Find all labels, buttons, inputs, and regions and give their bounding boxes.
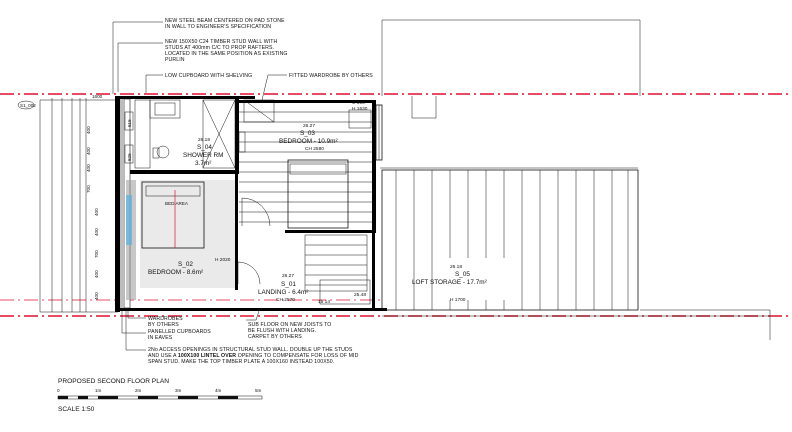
c-height: C 800	[352, 101, 365, 106]
tick-0: 0	[57, 388, 60, 393]
dim-8: 400	[94, 270, 99, 278]
room-bedroom-2	[140, 180, 260, 288]
room-shower	[135, 100, 235, 168]
dim-7: 700	[94, 250, 99, 258]
door-swing-bed2	[238, 262, 260, 284]
room-loft	[382, 170, 638, 310]
dim-1: 400	[86, 126, 91, 134]
tick-2: 2m	[135, 388, 142, 393]
scale-label: SCALE 1:50	[58, 406, 95, 413]
tick-1: 1m	[95, 388, 102, 393]
dim-top: 1600	[92, 94, 103, 99]
leader-low-cupboard	[146, 75, 163, 93]
roof-slope-left	[40, 94, 118, 312]
desk-icon	[349, 110, 371, 128]
loft-code: S_05	[455, 271, 470, 278]
dim-6: 400	[94, 228, 99, 236]
note-wardrobes-2: BY OTHERS	[148, 322, 179, 328]
note-stud-wall-1: NEW 150X50 C24 TIMBER STUD WALL WITH	[165, 39, 278, 45]
landing-name: LANDING - 6.4m²	[258, 289, 309, 296]
shower-level: 26.18	[198, 138, 211, 143]
landing-level: 26.27	[282, 274, 295, 279]
shower-name: SHOWER RM	[183, 152, 224, 159]
stair-a: 15 14	[318, 300, 331, 305]
dim-5: 400	[94, 208, 99, 216]
bed3-name: BEDROOM - 10.9m²	[279, 138, 338, 145]
bed2-height: H 2020	[215, 258, 231, 263]
scale-bar	[57, 388, 262, 399]
note-subfloor-1: SUB FLOOR ON NEW JOISTS TO	[248, 322, 332, 328]
loft-name: LOFT STORAGE - 17.7m²	[412, 279, 487, 286]
note-stud-wall-3: LOCATED IN THE SAME POSITION AS EXISTING	[165, 51, 288, 57]
tick-3: 3m	[175, 388, 182, 393]
dim-2: 400	[86, 147, 91, 155]
note-stud-wall-2: STUDS AT 400mm C/C TO PROP RAFTERS.	[165, 45, 275, 51]
dim-4: 700	[86, 185, 91, 193]
door-width-1: 615	[127, 119, 132, 127]
bed3-level: 26.27	[303, 124, 316, 129]
note-fitted-wardrobe: FITTED WARDROBE BY OTHERS	[289, 73, 373, 79]
bed3-code: S_03	[300, 130, 315, 137]
grid-reference	[18, 101, 36, 109]
note-panelled-2: IN EAVES	[148, 335, 173, 341]
bed-tag: BED AREA	[165, 201, 188, 206]
note-wardrobes-1: WARDROBES	[148, 316, 183, 322]
low-cupboard	[135, 100, 150, 168]
note-low-cupboard: LOW CUPBOARD WITH SHELVING	[165, 73, 253, 79]
title-block	[57, 378, 262, 413]
bed2-code: S_02	[178, 261, 193, 268]
shower-area: 3.7m²	[195, 160, 212, 167]
leader-stud-wall	[118, 43, 163, 92]
window-bay	[376, 105, 382, 160]
shower-code: S_04	[197, 144, 212, 151]
leader-steel-beam	[113, 22, 163, 94]
room-bedroom-3	[239, 100, 372, 228]
notes-top	[113, 18, 373, 100]
bed2-name: BEDROOM - 8.6m²	[148, 269, 204, 276]
loft-height: H 1700	[450, 298, 466, 303]
room-landing	[258, 235, 370, 305]
note-access-3: SPAN STUD. MAKE THE TOP TIMBER PLATE A 100X160 INSTEAD 100X50.	[148, 359, 335, 365]
plan-title: PROPOSED SECOND FLOOR PLAN	[58, 378, 170, 385]
note-subfloor-3: CARPET BY OTHERS	[248, 334, 302, 340]
note-steel-beam-1: NEW STEEL BEAM CENTERED ON PAD STONE	[165, 18, 285, 24]
basin-icon	[150, 100, 180, 118]
note-subfloor-2: BE FLUSH WITH LANDING.	[248, 328, 317, 334]
tick-5: 5m	[255, 388, 262, 393]
h-height: H 1630	[352, 107, 368, 112]
dim-9: 400	[94, 292, 99, 300]
note-access-2: AND USE A 100X100 LINTEL OVER OPENING TO COMPENSATE FOR LOSS OF MID	[148, 353, 359, 359]
note-panelled-1: PANELLED CUPBOARDS	[148, 329, 211, 335]
tick-4: 4m	[215, 388, 222, 393]
roof-outline	[380, 20, 770, 340]
landing-ch: CH 2570	[276, 298, 295, 303]
dim-3: 400	[86, 164, 91, 172]
note-access-1: 2No ACCESS OPENINGS IN STRUCTURAL STUD WALL. DOUBLE UP THE STUDS	[148, 347, 353, 353]
leader-wardrobe	[262, 75, 287, 100]
double-bed-icon	[288, 160, 348, 228]
note-stud-wall-4: PURLIN	[165, 57, 185, 63]
note-steel-beam-2: IN WALL TO ENGINEER'S SPECIFICATION	[165, 24, 272, 30]
door-width-2: 825	[127, 153, 132, 161]
landing-code: S_01	[281, 281, 296, 288]
stair-b: 25.48	[354, 293, 367, 298]
stair-well	[305, 235, 367, 291]
loft-level: 26.18	[450, 265, 463, 270]
grid-ref-label: S1_002	[20, 103, 36, 108]
bed3-ch: CH 2580	[305, 147, 324, 152]
